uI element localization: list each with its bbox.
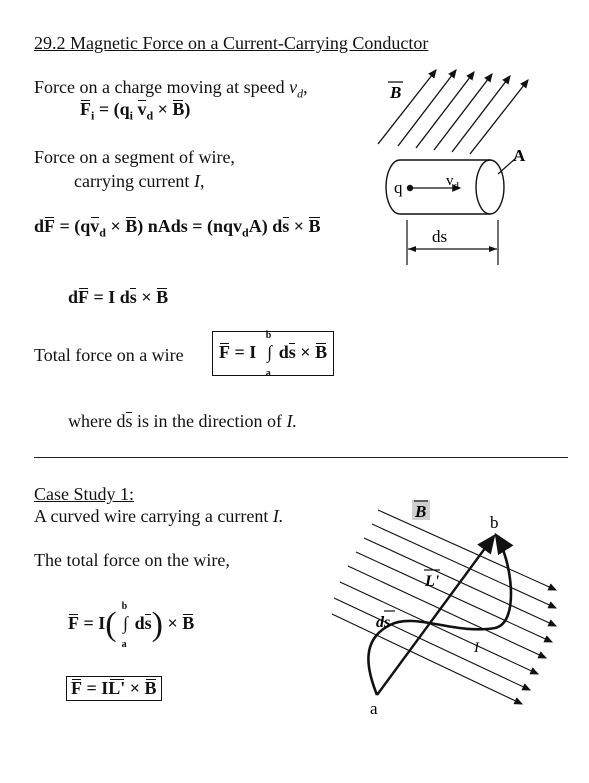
case-final-equation: F = IL' × B xyxy=(66,676,162,701)
charge-force-label: Force on a charge moving at speed xyxy=(34,77,285,97)
segment-current-label: carrying current xyxy=(74,171,190,191)
cylinder-end xyxy=(476,160,504,214)
df-equation: dF = I ds × B xyxy=(68,287,169,307)
where-suffix: is in the direction of xyxy=(132,411,282,431)
where-text xyxy=(68,411,297,432)
section-title: 29.2 Magnetic Force on a Current-Carrying Conductor xyxy=(34,33,429,53)
point-a-label: a xyxy=(370,699,378,718)
speed-subscript: d xyxy=(297,86,304,101)
ds-label-2: ds xyxy=(376,614,391,631)
ds-arrow-left xyxy=(408,246,416,252)
uniform-field-lines xyxy=(332,510,556,704)
current-label-2: I xyxy=(474,640,479,656)
case-description-text: A curved wire carrying a current xyxy=(34,506,269,526)
L-label: L' xyxy=(425,573,440,590)
case-total-force-text: The total force on the wire, xyxy=(34,550,230,570)
charge-force-equation: $F_i = (q_i$ $v_d \times B$) xyxy=(80,99,191,123)
current-symbol: I xyxy=(193,171,200,191)
where-prefix: where d xyxy=(68,411,126,431)
field-label-b: B xyxy=(390,83,402,102)
point-b-label: b xyxy=(490,513,499,532)
ds-label: ds xyxy=(432,227,448,246)
segment-text-2: carrying current I, xyxy=(74,171,205,191)
charge-segment-diagram xyxy=(370,62,575,267)
ds-arrow-right xyxy=(489,246,497,252)
total-force-box: F = I ∫ b a ds × B xyxy=(212,331,334,376)
segment-force-equation: dF = $(qv_d \times B)$ nAds = (nqv$_d$A) ds × B xyxy=(34,216,321,240)
curved-wire-diagram xyxy=(320,490,580,720)
charge-force-text: Force on a charge moving at speed $v_d$, xyxy=(34,77,308,101)
case-study-description xyxy=(34,506,283,527)
case-study-title: Case Study 1: xyxy=(34,484,135,504)
field-label-b2: B xyxy=(415,502,427,521)
segment-text-1: Force on a segment of wire, xyxy=(34,147,235,167)
case-description-I: I. xyxy=(272,506,284,526)
case-force-equation: F = I( ∫ b a ds) × B xyxy=(68,601,195,650)
where-s: s xyxy=(125,411,133,431)
section-divider xyxy=(34,457,568,458)
area-label: A xyxy=(513,146,526,165)
charge-label: q xyxy=(394,178,403,197)
total-force-label: Total force on a wire xyxy=(34,345,184,365)
velocity-label: $v_d$ xyxy=(446,173,459,192)
where-I: I. xyxy=(286,411,297,431)
speed-symbol: v xyxy=(289,77,298,97)
displacement-vector-L xyxy=(377,536,494,695)
